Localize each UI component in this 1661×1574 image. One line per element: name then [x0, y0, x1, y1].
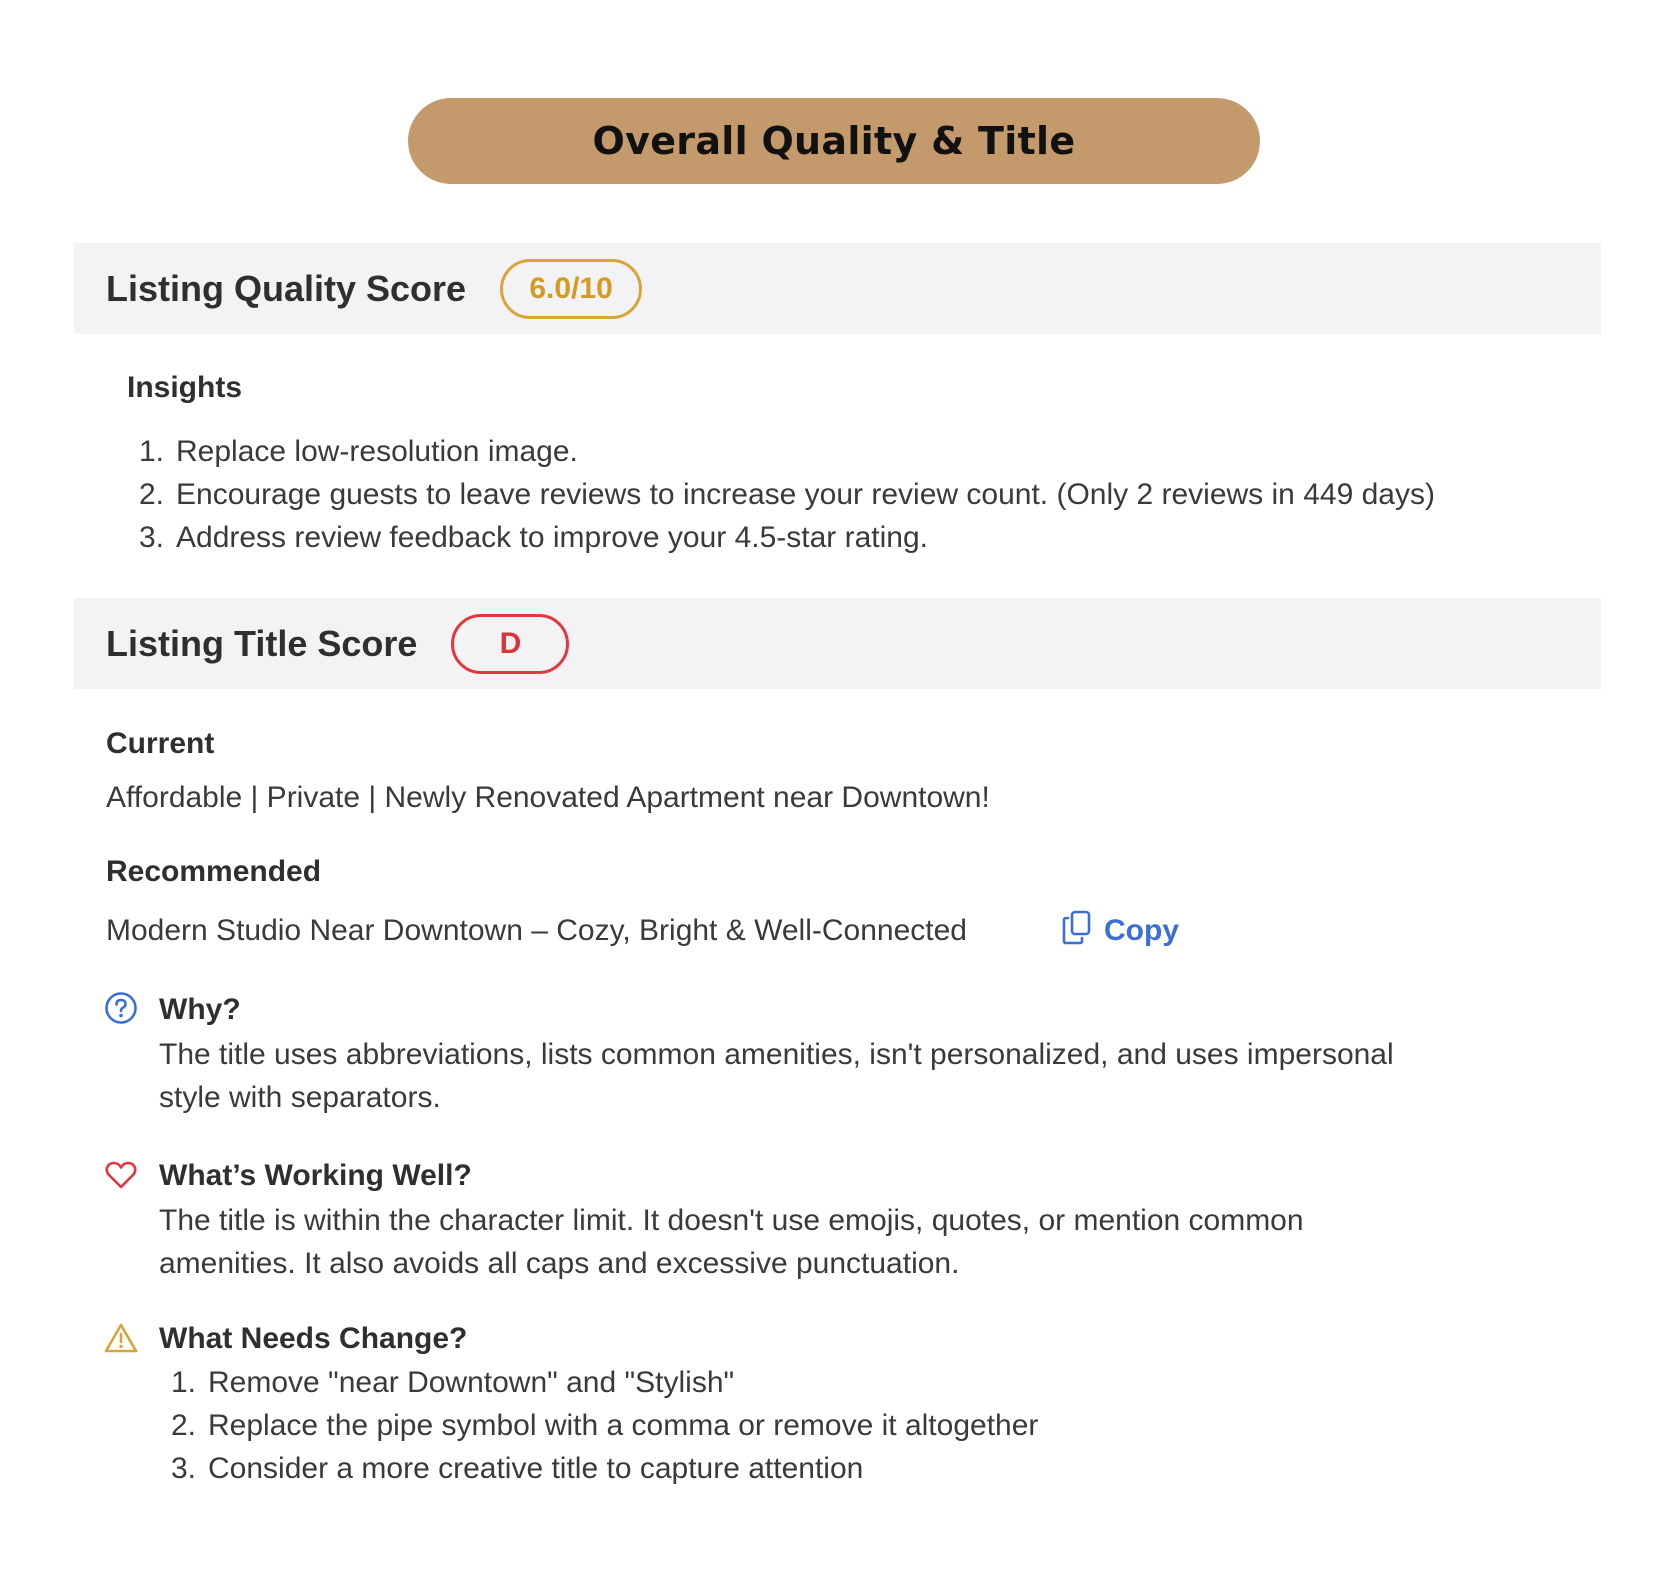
list-item — [124, 516, 1435, 559]
list-item — [124, 473, 1435, 516]
change-item-text: Remove "near Downtown" and "Stylish" — [208, 1366, 735, 1399]
current-title-text: Affordable | Private | Newly Renovated Apartment near Downtown! — [106, 781, 990, 814]
change-item-text: Replace the pipe symbol with a comma or remove it altogether — [208, 1409, 1039, 1442]
insight-text: Address review feedback to improve your 4.5-star rating. — [176, 521, 929, 554]
insights-heading: Insights — [127, 371, 243, 404]
quality-score-title: Listing Quality Score — [106, 267, 467, 309]
copy-button[interactable] — [1062, 910, 1179, 951]
list-number: 2. — [170, 1409, 196, 1442]
insight-text: Replace low-resolution image. — [176, 435, 578, 468]
title-score-title: Listing Title Score — [106, 622, 418, 664]
title-grade-badge: D — [451, 614, 569, 674]
insight-text: Encourage guests to leave reviews to increase your review count. (Only 2 reviews in 449 days) — [176, 478, 1435, 511]
why-title: Why? — [159, 993, 241, 1026]
list-number: 3. — [138, 521, 164, 554]
current-heading: Current — [106, 727, 215, 760]
list-item — [156, 1404, 1038, 1447]
warning-triangle-icon — [104, 1321, 138, 1355]
list-number: 2. — [138, 478, 164, 511]
question-circle-icon — [104, 991, 138, 1025]
list-item — [124, 430, 1435, 473]
needs-change-title: What Needs Change? — [159, 1322, 468, 1355]
needs-change-list — [156, 1361, 1038, 1490]
list-item — [156, 1361, 1038, 1404]
why-text-line-1: The title uses abbreviations, lists common amenities, isn't personalized, and uses impersonal — [159, 1038, 1394, 1071]
title-score-header — [74, 598, 1601, 689]
page-title-banner — [408, 98, 1260, 184]
insights-list — [124, 430, 1435, 559]
working-well-text-line-2: amenities. It also avoids all caps and excessive punctuation. — [159, 1247, 960, 1280]
copy-icon — [1062, 910, 1092, 951]
recommended-heading: Recommended — [106, 855, 322, 888]
working-well-title: What’s Working Well? — [159, 1159, 472, 1192]
working-well-text-line-1: The title is within the character limit. It doesn't use emojis, quotes, or mention common — [159, 1204, 1304, 1237]
page-title: Overall Quality & Title — [592, 119, 1076, 163]
copy-label: Copy — [1104, 913, 1179, 947]
why-text-line-2: style with separators. — [159, 1081, 441, 1114]
list-item — [156, 1447, 1038, 1490]
list-number: 3. — [170, 1452, 196, 1485]
heart-icon — [104, 1158, 138, 1192]
quality-score-badge: 6.0/10 — [500, 259, 642, 319]
change-item-text: Consider a more creative title to capture attention — [208, 1452, 864, 1485]
quality-score-header — [74, 243, 1601, 334]
list-number: 1. — [138, 435, 164, 468]
list-number: 1. — [170, 1366, 196, 1399]
recommended-title-text: Modern Studio Near Downtown – Cozy, Bright & Well-Connected — [106, 914, 967, 947]
